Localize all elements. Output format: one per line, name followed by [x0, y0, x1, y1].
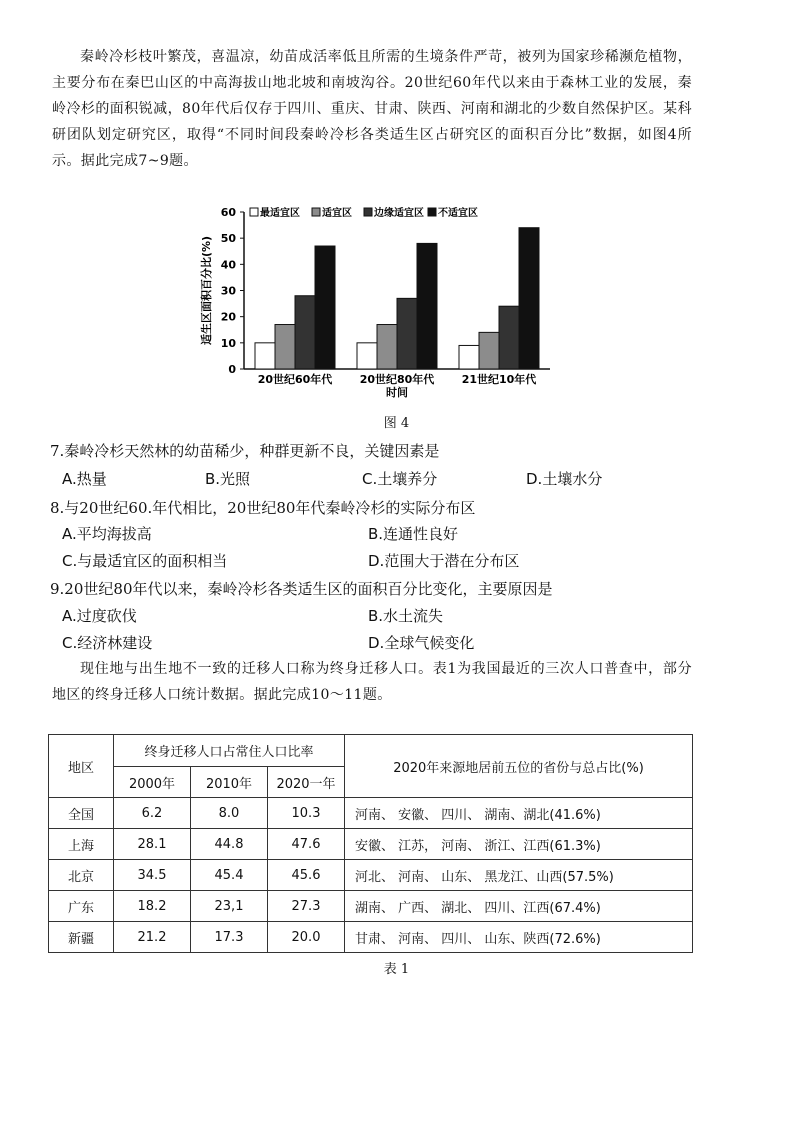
y-tick-label: 30 — [220, 284, 236, 298]
bar-4-group-2 — [417, 243, 437, 369]
question-9-option-a: A.过度砍伐 — [62, 607, 137, 625]
table-caption: 表 1 — [383, 962, 410, 977]
area-percentage-bar-chart — [196, 200, 556, 400]
cell-2000: 28.1 — [114, 829, 191, 860]
cell-source: 河北、 河南、 山东、 黑龙江、山西(57.5%) — [345, 860, 693, 891]
question-7-option-d: D.土壤水分 — [526, 470, 603, 488]
cell-source: 安徽、 江苏， 河南、 浙江、江西(61.3%) — [345, 829, 693, 860]
header-region: 地区 — [49, 735, 114, 798]
cell-2000: 18.2 — [114, 891, 191, 922]
bar-1-group-1 — [255, 343, 275, 369]
table-row — [49, 922, 693, 953]
cell-2010: 17.3 — [191, 922, 268, 953]
question-7-option-c: C.土壤养分 — [362, 470, 438, 488]
migration-table — [48, 734, 693, 953]
cell-2000: 34.5 — [114, 860, 191, 891]
bar-3-group-1 — [295, 296, 315, 369]
question-8-option-a: A.平均海拔高 — [62, 525, 152, 543]
table-row — [49, 829, 693, 860]
bar-2-group-2 — [377, 325, 397, 369]
y-tick-label: 60 — [220, 206, 236, 219]
cell-source: 甘肃、 河南、 四川、 山东、陕西(72.6%) — [345, 922, 693, 953]
cell-2000: 6.2 — [114, 798, 191, 829]
question-8-option-c: C.与最适宜区的面积相当 — [62, 552, 228, 570]
cell-region: 全国 — [49, 798, 114, 829]
figure-caption: 图 4 — [383, 416, 410, 431]
cell-2010: 23,1 — [191, 891, 268, 922]
legend-label: 适宜区 — [322, 208, 352, 219]
header-year-2010: 2010年 — [191, 767, 268, 798]
bar-1-group-2 — [357, 343, 377, 369]
bar-2-group-3 — [479, 332, 499, 369]
bar-4-group-3 — [519, 228, 539, 369]
x-tick-label: 20世纪60年代 — [257, 373, 333, 386]
legend-label: 最适宜区 — [260, 208, 300, 219]
question-9-option-b: B.水土流失 — [368, 607, 444, 625]
cell-source: 湖南、 广西、 湖北、 四川、江西(67.4%) — [345, 891, 693, 922]
cell-2010: 45.4 — [191, 860, 268, 891]
cell-region: 北京 — [49, 860, 114, 891]
chart-bars — [255, 228, 539, 369]
header-source: 2020年来源地居前五位的省份与总占比(%) — [345, 735, 693, 798]
cell-region: 上海 — [49, 829, 114, 860]
question-9-option-c: C.经济林建设 — [62, 634, 153, 652]
question-7-stem: 7.秦岭冷杉天然林的幼苗稀少，种群更新不良，关键因素是 — [50, 442, 440, 460]
cell-2020: 10.3 — [268, 798, 345, 829]
cell-2010: 8.0 — [191, 798, 268, 829]
bar-3-group-2 — [397, 298, 417, 369]
cell-2020: 27.3 — [268, 891, 345, 922]
y-tick-label: 0 — [228, 363, 236, 376]
table-row — [49, 860, 693, 891]
bar-3-group-3 — [499, 306, 519, 369]
legend-swatch — [364, 208, 372, 216]
cell-2020: 20.0 — [268, 922, 345, 953]
legend-label: 不适宜区 — [438, 208, 478, 219]
header-ratio: 终身迁移人口占常住人口比率 — [114, 735, 345, 767]
cell-2010: 44.8 — [191, 829, 268, 860]
header-year-2000: 2000年 — [114, 767, 191, 798]
chart-labels — [199, 206, 537, 399]
question-7-option-a: A.热量 — [62, 470, 107, 488]
legend-swatch — [312, 208, 320, 216]
chart-legend — [250, 206, 478, 219]
y-tick-label: 20 — [220, 310, 236, 324]
intro-paragraph-1: 秦岭冷杉枝叶繁茂，喜温凉，幼苗成活率低且所需的生境条件严苛，被列为国家珍稀濒危植物，主要分布在秦巴山区的中高海拔山地北坡和南坡沟谷。20世纪60年代以来由于森林工业的发展，秦岭冷杉的面积锐减，80年代后仅存于四川、重庆、甘肃、陕西、河南和湖北的少数自然保护区。某科研团队划定研究区，取得“不同时间段秦岭冷杉各类适生区占研究区的面积百分比”数据，如图4所示。据此完成7~9题。 — [52, 49, 692, 169]
y-axis-title: 适生区面积百分比(%) — [200, 235, 213, 346]
question-8-stem: 8.与20世纪60.年代相比，20世纪80年代秦岭冷杉的实际分布区 — [50, 499, 476, 517]
question-8-option-b: B.连通性良好 — [368, 525, 459, 543]
cell-source: 河南、 安徽、 四川、 湖南、湖北(41.6%) — [345, 798, 693, 829]
cell-2020: 47.6 — [268, 829, 345, 860]
legend-label: 边缘适宜区 — [374, 208, 424, 219]
bar-4-group-1 — [315, 246, 335, 369]
intro-paragraph-2: 现住地与出生地不一致的迁移人口称为终身迁移人口。表1为我国最近的三次人口普查中，部分地区的终身迁移人口统计数据。据此完成10～11题。 — [52, 661, 692, 703]
question-8-option-d: D.范围大于潜在分布区 — [368, 552, 520, 570]
x-tick-label: 20世纪80年代 — [359, 373, 435, 386]
question-9-option-d: D.全球气候变化 — [368, 634, 475, 652]
cell-region: 新疆 — [49, 922, 114, 953]
x-tick-label: 21世纪10年代 — [461, 373, 537, 386]
header-year-2020: 2020一年 — [268, 767, 345, 798]
legend-swatch — [428, 208, 436, 216]
y-tick-label: 40 — [220, 258, 236, 272]
y-tick-label: 10 — [220, 336, 236, 350]
question-7-option-b: B.光照 — [205, 470, 251, 488]
x-axis-title: 时间 — [386, 386, 408, 399]
cell-region: 广东 — [49, 891, 114, 922]
table-row — [49, 891, 693, 922]
bar-1-group-3 — [459, 345, 479, 369]
cell-2000: 21.2 — [114, 922, 191, 953]
y-tick-label: 50 — [220, 232, 236, 246]
table-row — [49, 798, 693, 829]
bar-2-group-1 — [275, 325, 295, 369]
legend-swatch — [250, 208, 258, 216]
cell-2020: 45.6 — [268, 860, 345, 891]
question-9-stem: 9.20世纪80年代以来，秦岭冷杉各类适生区的面积百分比变化，主要原因是 — [50, 580, 553, 598]
